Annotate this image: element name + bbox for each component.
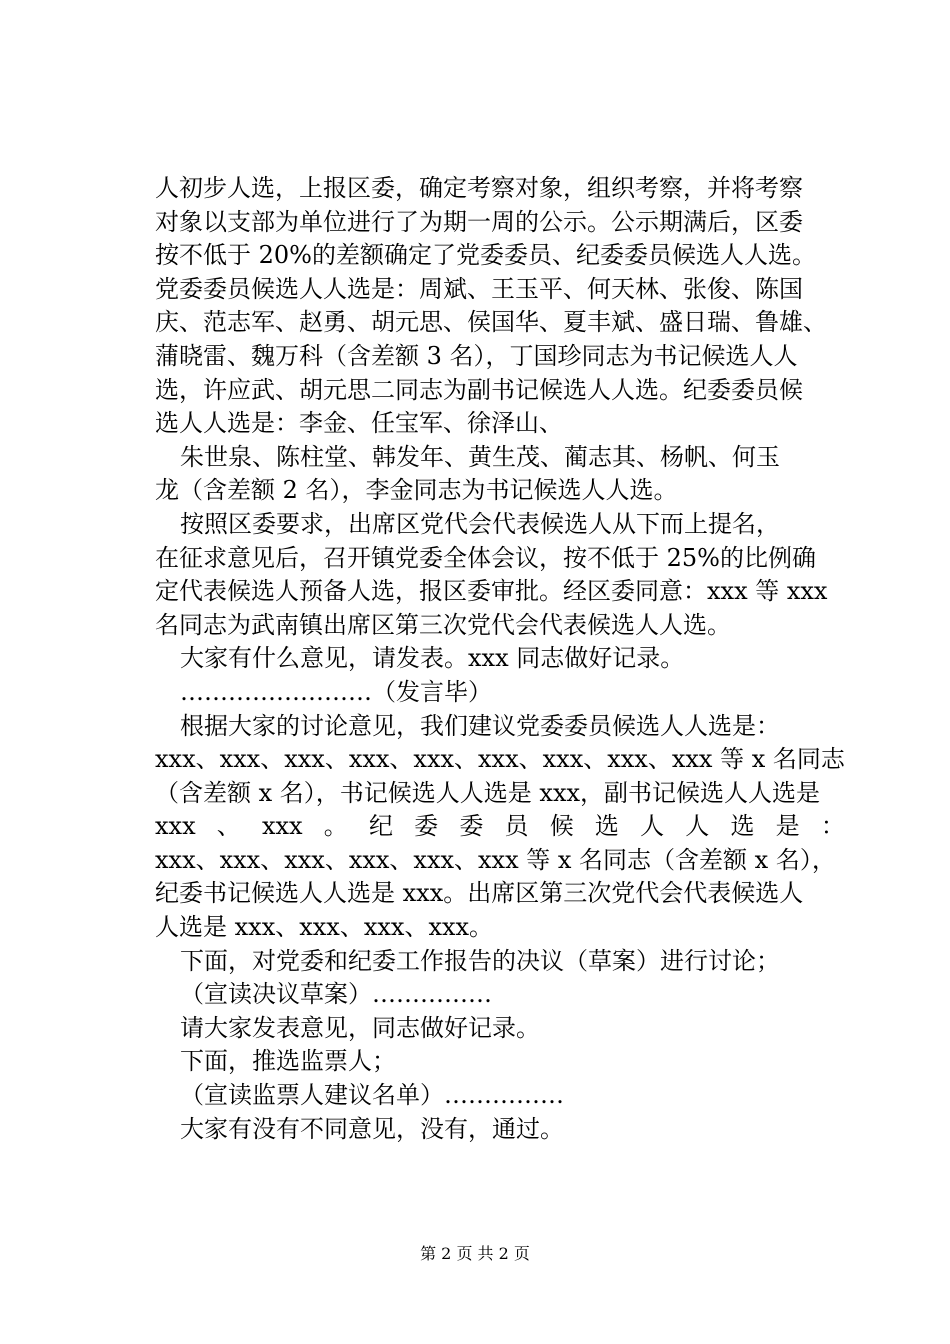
text-line-7: 选，许应武、胡元思二同志为副书记候选人人选。纪委委员候 bbox=[155, 375, 803, 404]
justified-token: 人 bbox=[640, 812, 665, 841]
text-line-3: 按不低于 20%的差额确定了党委委员、纪委委员候选人人选。 bbox=[155, 241, 816, 270]
text-line-26: 请大家发表意见，同志做好记录。 bbox=[180, 1013, 540, 1042]
text-line-9: 朱世泉、陈柱堂、韩发年、黄生茂、蔺志其、杨帆、何玉 bbox=[180, 442, 780, 471]
document-body bbox=[155, 172, 845, 1146]
justified-token: 、 bbox=[216, 812, 241, 841]
justified-token: 委 bbox=[414, 812, 439, 841]
justified-token: 纪 bbox=[368, 812, 393, 841]
text-line-16: ……………………（发言毕） bbox=[180, 677, 492, 706]
text-line-29: 大家有没有不同意见，没有，通过。 bbox=[180, 1114, 564, 1143]
text-line-1: 人初步人选，上报区委，确定考察对象，组织考察，并将考察 bbox=[155, 174, 803, 202]
text-line-13: 定代表候选人预备人选，报区委审批。经区委同意：xxx 等 xxx bbox=[155, 577, 828, 606]
text-line-12: 在征求意见后，召开镇党委全体会议，按不低于 25%的比例确 bbox=[155, 543, 816, 572]
text-line-15: 大家有什么意见，请发表。xxx 同志做好记录。 bbox=[180, 644, 685, 673]
text-line-25: （宣读决议草案）…………… bbox=[180, 980, 492, 1009]
text-line-4: 党委委员候选人人选是：周斌、王玉平、何天林、张俊、陈国 bbox=[155, 274, 803, 303]
text-line-5: 庆、范志军、赵勇、胡元思、侯国华、夏丰斌、盛日瑞、鲁雄、 bbox=[155, 308, 827, 337]
justified-token: xxx bbox=[261, 812, 303, 841]
text-line-10: 龙（含差额 2 名），李金同志为书记候选人人选。 bbox=[155, 476, 678, 505]
justified-token: 选 bbox=[594, 812, 619, 841]
text-line-27: 下面，推选监票人； bbox=[180, 1047, 396, 1076]
text-line-17: 根据大家的讨论意见，我们建议党委委员候选人人选是： bbox=[180, 711, 780, 740]
text-line-20 bbox=[155, 810, 845, 844]
justified-token: xxx bbox=[155, 812, 196, 841]
text-line-8: 选人人选是：李金、任宝军、徐泽山、 bbox=[155, 409, 563, 438]
justified-token: 候 bbox=[549, 812, 574, 841]
page-footer: 第 2 页 共 2 页 bbox=[420, 1244, 530, 1263]
text-line-18: xxx、xxx、xxx、xxx、xxx、xxx、xxx、xxx、xxx 等 x 名同志 bbox=[155, 745, 845, 774]
text-line-21: xxx、xxx、xxx、xxx、xxx、xxx 等 x 名同志（含差额 x 名）， bbox=[155, 845, 836, 874]
justified-token: 人 bbox=[685, 812, 710, 841]
text-line-2: 对象以支部为单位进行了为期一周的公示。公示期满后，区委 bbox=[155, 207, 803, 236]
text-line-24: 下面，对党委和纪委工作报告的决议（草案）进行讨论； bbox=[180, 946, 780, 975]
justified-token: 。 bbox=[323, 812, 348, 841]
justified-token: 员 bbox=[504, 812, 529, 841]
text-line-23: 人选是 xxx、xxx、xxx、xxx。 bbox=[155, 913, 494, 942]
text-line-22: 纪委书记候选人人选是 xxx。出席区第三次党代会代表候选人 bbox=[155, 879, 804, 908]
justified-token: 是 bbox=[775, 812, 800, 841]
text-line-6: 蒲晓雷、魏万科（含差额 3 名），丁国珍同志为书记候选人人 bbox=[155, 341, 798, 370]
text-line-11: 按照区委要求，出席区党代会代表候选人从下而上提名， bbox=[180, 509, 780, 538]
justified-token: 选 bbox=[730, 812, 755, 841]
text-line-19: （含差额 x 名），书记候选人人选是 xxx，副书记候选人人选是 bbox=[155, 778, 821, 807]
justified-token: 委 bbox=[459, 812, 484, 841]
text-line-14: 名同志为武南镇出席区第三次党代会代表候选人人选。 bbox=[155, 610, 731, 639]
justified-token: ： bbox=[820, 812, 845, 841]
text-line-28: （宣读监票人建议名单）…………… bbox=[180, 1081, 564, 1110]
